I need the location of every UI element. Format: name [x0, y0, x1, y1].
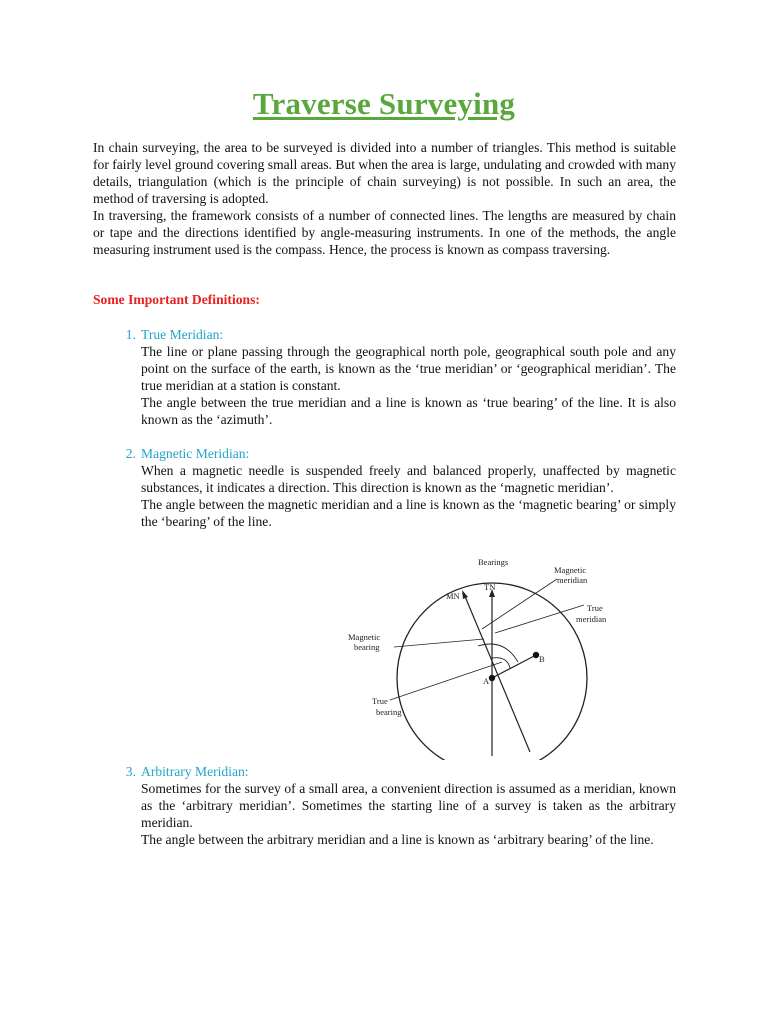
bearings-diagram	[332, 552, 628, 760]
definition-paragraph: The angle between the arbitrary meridian and a line is known as ‘arbitrary bearing’ of the line.	[141, 832, 654, 847]
label-point-b: B	[539, 654, 545, 664]
line-ab	[492, 655, 536, 678]
definition-paragraph: Sometimes for the survey of a small area, a convenient direction is assumed as a meridian, known as the ‘arbitrary meridian’. Sometimes the starting line of a survey is taken as the arbitrary meridian.	[141, 781, 676, 830]
diagram-title: Bearings	[478, 557, 509, 567]
magnetic-bearing-leader	[394, 639, 484, 647]
label-magnetic-bearing-1: Magnetic	[348, 632, 381, 642]
definition-heading: Arbitrary Meridian:	[141, 764, 249, 779]
definition-arbitrary-meridian	[93, 763, 676, 848]
label-magnetic-bearing-2: bearing	[354, 642, 380, 652]
definition-number: 3.	[125, 764, 136, 779]
definition-paragraph: The angle between the true meridian and a line is known as ‘true bearing’ of the line. It is also known as the ‘azimuth’.	[141, 395, 676, 427]
label-true-bearing-1: True	[372, 696, 388, 706]
label-magnetic-meridian-1: Magnetic	[554, 565, 587, 575]
bearing-arc	[478, 644, 518, 662]
definition-paragraph: The angle between the magnetic meridian and a line is known as the ‘magnetic bearing’ or simply the ‘bearing’ of the line.	[141, 497, 676, 529]
label-magnetic-meridian-2: meridian	[557, 575, 588, 585]
magnetic-meridian-line	[464, 594, 530, 752]
definition-paragraph: The line or plane passing through the geographical north pole, geographical south pole and any point on the surface of the earth, is known as the ‘true meridian’ or ‘geographical meridian’. The true meridian at a station is constant.	[141, 344, 676, 393]
definition-number: 2.	[125, 446, 136, 461]
label-mn: MN	[446, 591, 460, 601]
label-true-meridian-1: True	[587, 603, 603, 613]
definition-heading: True Meridian:	[141, 327, 224, 342]
definition-true-meridian	[93, 326, 676, 428]
true-meridian-leader	[495, 605, 584, 633]
definition-paragraph: When a magnetic needle is suspended freely and balanced properly, unaffected by magnetic substances, it indicates a direction. This direction is known as the ‘magnetic meridian’.	[141, 463, 676, 495]
intro-text	[93, 139, 676, 258]
intro-paragraph-2: In traversing, the framework consists of a number of connected lines. The lengths are measured by chain or tape and the directions identified by angle-measuring instruments. In one of the methods, the angle measuring instrument used is the compass. Hence, the process is known as compass traversing.	[93, 208, 676, 257]
definition-magnetic-meridian	[93, 445, 676, 530]
point-a-marker	[489, 675, 495, 681]
mn-arrow-icon	[462, 590, 468, 599]
label-tn: TN	[484, 582, 496, 592]
page-title: Traverse Surveying	[252, 86, 516, 121]
intro-paragraph-1: In chain surveying, the area to be surveyed is divided into a number of triangles. This method is suitable for fairly level ground covering small areas. But when the area is large, undulating and crowded with many details, triangulation (which is the principle of chain surveying) is not possible. In such an area, the method of traversing is adopted.	[93, 140, 676, 206]
definition-number: 1.	[125, 327, 136, 342]
label-point-a: A	[483, 676, 490, 686]
label-true-meridian-2: meridian	[576, 614, 607, 624]
definition-heading: Magnetic Meridian:	[141, 446, 250, 461]
label-true-bearing-2: bearing	[376, 707, 402, 717]
definitions-heading: Some Important Definitions:	[93, 292, 260, 307]
